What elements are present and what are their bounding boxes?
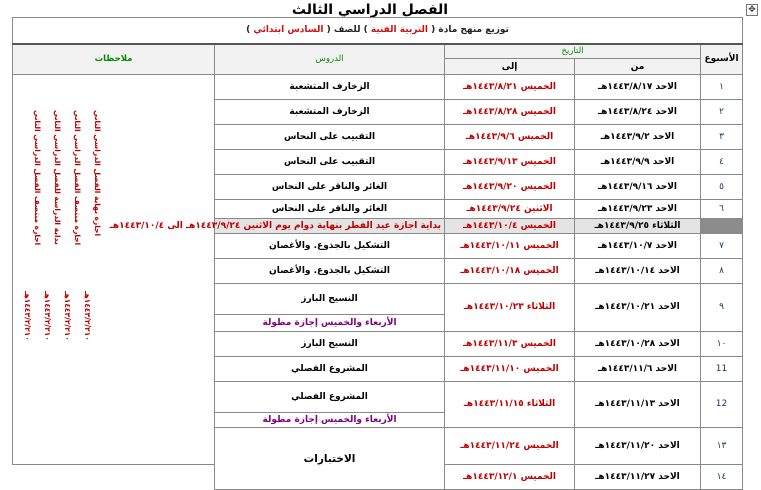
note-date: ١٤٤٣/٢/٢١٠هـ — [43, 291, 53, 341]
date-from: الاحد ١٤٤٣/٨/١٧هـ — [575, 75, 701, 100]
header-from: من — [575, 59, 701, 75]
note-date: ١٤٤٣/٢/٢١٠هـ — [63, 291, 73, 341]
date-from: الاحد ١٤٤٣/١١/٢٠هـ — [575, 428, 701, 465]
date-from: الاحد ١٤٤٣/٩/٢هـ — [575, 125, 701, 150]
week-number: ٤ — [701, 150, 743, 175]
date-from: الاحد ١٤٤٣/١١/٦هـ — [575, 356, 701, 381]
lesson-title: التقبيب على النحاس — [215, 150, 445, 175]
subject-name: التربية الفنية — [370, 25, 428, 36]
week-number: ١٠ — [701, 331, 743, 356]
header-notes: ملاحظات — [13, 44, 215, 75]
week-number: ٨ — [701, 259, 743, 284]
date-to: الخميس ١٤٤٣/٩/٢٠هـ — [445, 175, 575, 200]
date-from: الاحد ١٤٤٣/٩/٢٣هـ — [575, 200, 701, 219]
lesson-title: الغائر والناقر على النحاس — [215, 175, 445, 200]
week-number: ٢ — [701, 100, 743, 125]
lesson-title: النسيج البارز — [215, 331, 445, 356]
week-number: ١ — [701, 75, 743, 100]
week-number: ١٤ — [701, 465, 743, 490]
date-from: الاحد ١٤٤٣/٩/٩هـ — [575, 150, 701, 175]
header-date: التاريخ — [445, 44, 701, 59]
date-to: الخميس ١٤٤٣/١٠/١٨هـ — [445, 259, 575, 284]
header-week: الأسبوع — [701, 44, 743, 75]
date-from: الاحد ١٤٤٣/٨/٢٤هـ — [575, 100, 701, 125]
curriculum-table — [12, 17, 743, 490]
date-to: الخميس ١٤٤٣/١١/٣هـ — [445, 331, 575, 356]
grade-name: السادس ابتدائي — [253, 25, 324, 36]
header-to: إلى — [445, 59, 575, 75]
week-number: ١٣ — [701, 428, 743, 465]
date-from: الاحد ١٤٤٣/١٠/٢٨هـ — [575, 331, 701, 356]
eid-note: بداية اجازة عيد الفطر بنهاية دوام يوم الاثنين ١٤٤٣/٩/٢٤هـ الى ١٤٤٣/١٠/٤هـ — [215, 219, 445, 234]
week-number: ٧ — [701, 234, 743, 259]
date-to: الخميس ١٤٤٣/١١/١٠هـ — [445, 356, 575, 381]
lesson-title: الزخارف المتشعبة — [215, 75, 445, 100]
date-to: الخميس ١٤٤٣/١٢/١هـ — [445, 465, 575, 490]
date-to: الخميس ١٤٤٣/٨/٢٨هـ — [445, 100, 575, 125]
move-icon[interactable]: ✥ — [746, 4, 758, 16]
header-lessons: الدروس — [215, 44, 445, 75]
date-from: الثلاثاء ١٤٤٣/٩/٢٥هـ — [575, 219, 701, 234]
note-text: بداية الدراسة للفصل الدراسي الثاني — [53, 110, 63, 245]
date-from: الاحد ١٤٤٣/١١/٢٧هـ — [575, 465, 701, 490]
date-from: الاحد ١٤٤٣/١٠/٧هـ — [575, 234, 701, 259]
lesson-title: الاختبارات — [215, 428, 445, 490]
subtitle: توزيع منهج مادة ( التربية الفنية ) للصف ( السادس ابتدائي ) — [13, 18, 743, 44]
date-from: الاحد ١٤٤٣/٩/١٦هـ — [575, 175, 701, 200]
table-row — [13, 75, 743, 100]
date-to: الخميس ١٤٤٣/١١/٢٤هـ — [445, 428, 575, 465]
week-number: 12 — [701, 381, 743, 428]
note-text: اجازة منتصف الفصل الدراسي الثاني — [73, 110, 83, 246]
date-to: الاثنين ١٤٤٣/٩/٢٤هـ — [445, 200, 575, 219]
date-from: الاحد ١٤٤٣/١٠/١٤هـ — [575, 259, 701, 284]
eid-marker — [701, 219, 743, 234]
lesson-title: المشروع الفصلي — [215, 381, 445, 413]
note-date: ١٤٤٣/٢/٢١٠هـ — [83, 291, 93, 341]
lesson-title: النسيج البارز — [215, 284, 445, 315]
subtitle-row — [13, 18, 743, 44]
holiday-note: الأربعاء والخميس إجازة مطولة — [215, 314, 445, 331]
date-from: الاحد ١٤٤٣/١١/١٣هـ — [575, 381, 701, 428]
note-date: ١٤٤٣/٢/٢١٠هـ — [23, 291, 33, 341]
date-to: الخميس ١٤٤٣/٩/٦هـ — [445, 125, 575, 150]
lesson-title: المشروع الفصلي — [215, 356, 445, 381]
week-number: ٦ — [701, 200, 743, 219]
lesson-title: الغائر والناقر على النحاس — [215, 200, 445, 219]
page-title: الفصل الدراسي الثالث — [291, 2, 449, 18]
week-number: ٥ — [701, 175, 743, 200]
header-row-1 — [13, 44, 743, 59]
date-from: الاحد ١٤٤٣/١٠/٢١هـ — [575, 284, 701, 332]
date-to: الخميس ١٤٤٣/٩/١٣هـ — [445, 150, 575, 175]
date-to: الخميس ١٤٤٣/٨/٢١هـ — [445, 75, 575, 100]
week-number: ٣ — [701, 125, 743, 150]
date-to: الخميس ١٤٤٣/١٠/١١هـ — [445, 234, 575, 259]
date-to: الثلاثاء ١٤٤٣/١٠/٢٣هـ — [445, 284, 575, 332]
note-text: اجازة نهاية الفصل الدراسي الثاني — [93, 110, 103, 237]
date-to: الثلاثاء ١٤٤٣/١١/١٥هـ — [445, 381, 575, 428]
holiday-note: الأربعاء والخميس إجازة مطولة — [215, 413, 445, 428]
lesson-title: التقبيب على النحاس — [215, 125, 445, 150]
lesson-title: التشكيل بالجذوع. والأغصان — [215, 259, 445, 284]
lesson-title: الزخارف المتشعبة — [215, 100, 445, 125]
week-number: 11 — [701, 356, 743, 381]
lesson-title: التشكيل بالجذوع. والأغصان — [215, 234, 445, 259]
week-number: ٩ — [701, 284, 743, 332]
notes-cell — [13, 75, 215, 465]
note-text: اجازة منتصف الفصل الدراسي الثاني — [33, 110, 43, 246]
date-to: الخميس ١٤٤٣/١٠/٤هـ — [445, 219, 575, 234]
